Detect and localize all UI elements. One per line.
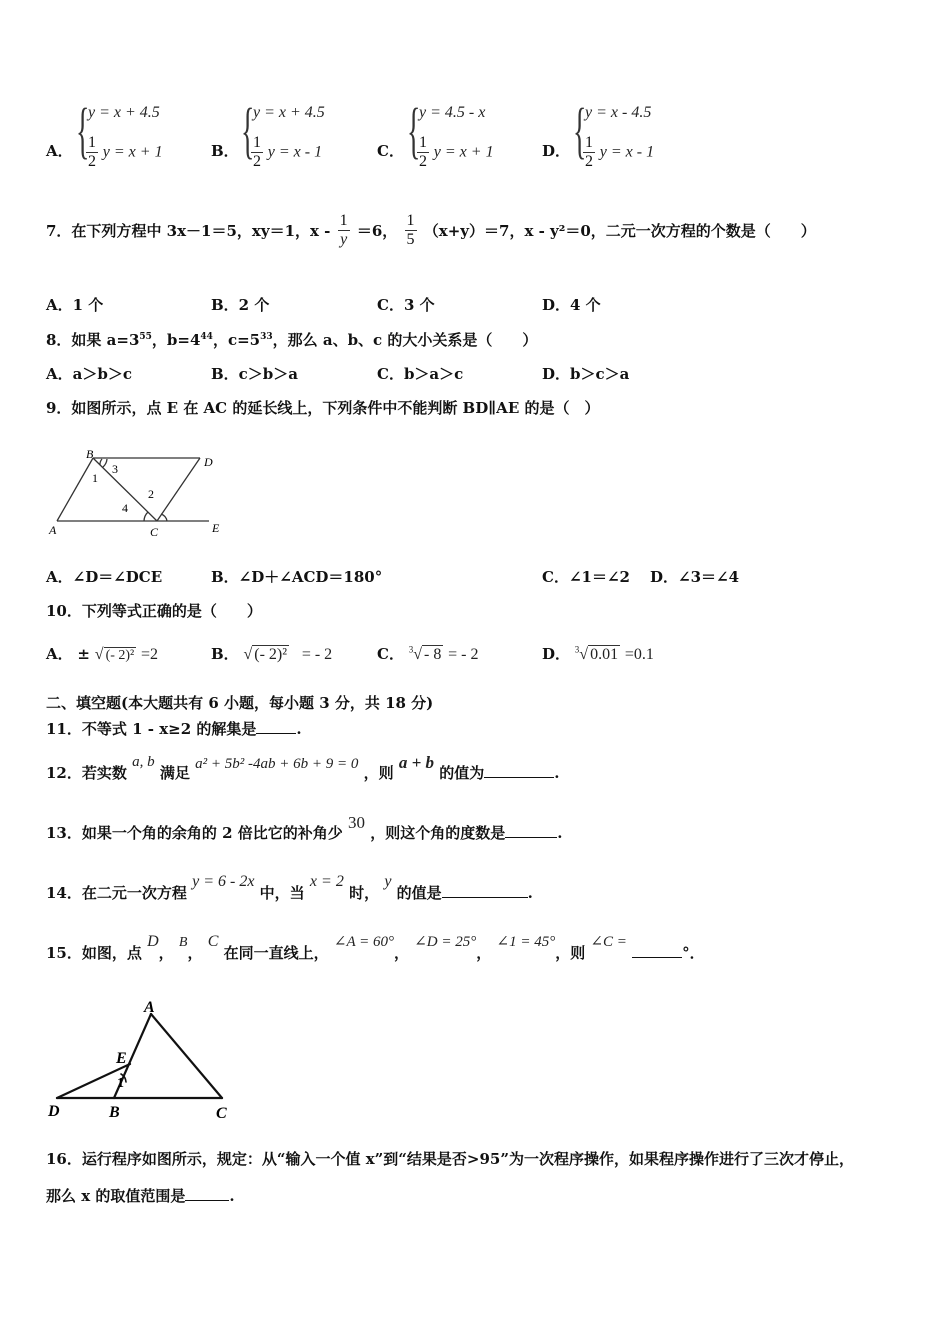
q7-option-a: A．1 个 [46,296,104,314]
q6-option-d-eq1: y = x - 4.5 [585,104,652,121]
q9-option-d: D．∠3＝∠4 [650,568,740,586]
q14: 14．在二元一次方程 y = 6 - 2x 中，当 x = 2 时， y 的值是 . [46,873,533,902]
q8-option-c: C．b＞a＞c [377,365,464,383]
q9-label-c: C [150,525,159,539]
q13-answer-blank [505,823,557,838]
q15-label-a: A [144,999,155,1016]
q12-answer-blank [484,763,554,778]
q7-option-d: D．4 个 [542,296,601,314]
q9-angle-1: 1 [92,471,98,485]
q15-figure [44,996,244,1126]
q6-option-d-label: D． [542,142,571,160]
q6-option-a-label: A． [46,142,73,160]
q6-option-b-eq1: y = x + 4.5 [253,104,325,121]
q9-stem: 9．如图所示，点 E 在 AC 的延长线上，下列条件中不能判断 BD∥AE 的是（ ） [46,399,600,417]
q15-answer-blank [632,943,682,958]
q6-option-b-label: B． [211,142,239,160]
q10-option-a: A． ± √ (- 2)² =2 [46,645,159,663]
q6-option-b-eq2: $\frac{1}{2}$ y = x - 1 [253,134,323,170]
q6-option-c-brace: { [407,97,421,165]
q11: 11．不等式 1 - x≥2 的解集是 . [46,720,302,738]
q9-angle-2: 2 [148,487,154,501]
q13: 13．如果一个角的余角的 2 倍比它的补角少 30 ，则这个角的度数是 . [46,813,563,842]
q6-option-c-eq2: $\frac{1}{2}$ y = x + 1 [419,134,494,170]
q7-option-b: B．2 个 [211,296,270,314]
q11-answer-blank [256,719,296,734]
q15-label-d: D [48,1103,60,1120]
q6-option-a-eq2: $\frac{1}{2}$ y = x + 1 [88,134,163,170]
q15-label-e: E [116,1050,127,1067]
q12: 12．若实数 a, b 满足 a² + 5b² -4ab + 6b + 9 = 0 ，则 a + b 的值为 . [46,753,560,782]
q9-option-c: C．∠1＝∠2 [542,568,630,586]
q9-option-b: B．∠D＋∠ACD＝180° [211,568,383,586]
q9-figure [44,446,234,542]
q15-angle-1: 1 [117,1076,124,1091]
q14-answer-blank [442,883,528,898]
q15: 15．如图，点 D， B， C 在同一直线上， ∠A = 60°， ∠D = 25°， ∠1 = 45°，则 ∠C = °． [46,933,705,962]
q9-label-a: A [49,523,57,537]
q7-stem: 7．在下列方程中 3x－1＝5，xy＝1，x - $\frac{1}{y}$ ＝6， $\frac{1}{5}$ （x+y）＝7，x - y²＝0，二元一次方程的个数是（ ） [46,212,816,248]
q6-option-a-brace: { [76,97,90,165]
q16-answer-blank [185,1186,229,1201]
q15-label-b: B [109,1104,120,1121]
q10-option-b: B． √ (- 2)² = - 2 [211,645,333,663]
q16-line2: 那么 x 的取值范围是 . [46,1187,235,1205]
q6-option-c-label: C． [377,142,404,160]
q8-option-b: B．c＞b＞a [211,365,299,383]
q9-option-a: A．∠D＝∠DCE [46,568,163,586]
q9-angle-3: 3 [112,462,118,476]
q9-label-d: D [204,455,213,469]
q8-option-a: A．a＞b＞c [46,365,132,383]
q9-label-e: E [212,521,220,535]
q10-option-d: D． $^3$√ 0.01 =0.1 [542,644,654,663]
section-2-title: 二、填空题(本大题共有 6 小题，每小题 3 分，共 18 分) [46,694,434,712]
q6-option-a-eq1: y = x + 4.5 [88,104,160,121]
q10-stem: 10．下列等式正确的是（ ） [46,602,262,620]
q16-line1: 16．运行程序如图所示，规定：从“输入一个值 x”到“结果是否>95”为一次程序操作，如果程序操作进行了三次才停止， [46,1150,854,1168]
q6-option-d-eq2: $\frac{1}{2}$ y = x - 1 [585,134,655,170]
q8-stem: 8．如果 $a=3^{55}$，$b=4^{44}$，$c=5^{33}$，那么 a、b、c 的大小关系是（ ） [46,331,538,349]
q6-option-d-brace: { [573,97,587,165]
q8-option-d: D．b＞c＞a [542,365,630,383]
q15-label-c: C [216,1105,227,1122]
q9-angle-4: 4 [122,501,128,515]
q10-option-c: C． $^3$√ - 8 = - 2 [377,644,479,663]
q6-option-c-eq1: y = 4.5 - x [419,104,486,121]
q7-option-c: C．3 个 [377,296,435,314]
q9-label-b: B [86,447,94,461]
q6-option-b-brace: { [241,97,255,165]
